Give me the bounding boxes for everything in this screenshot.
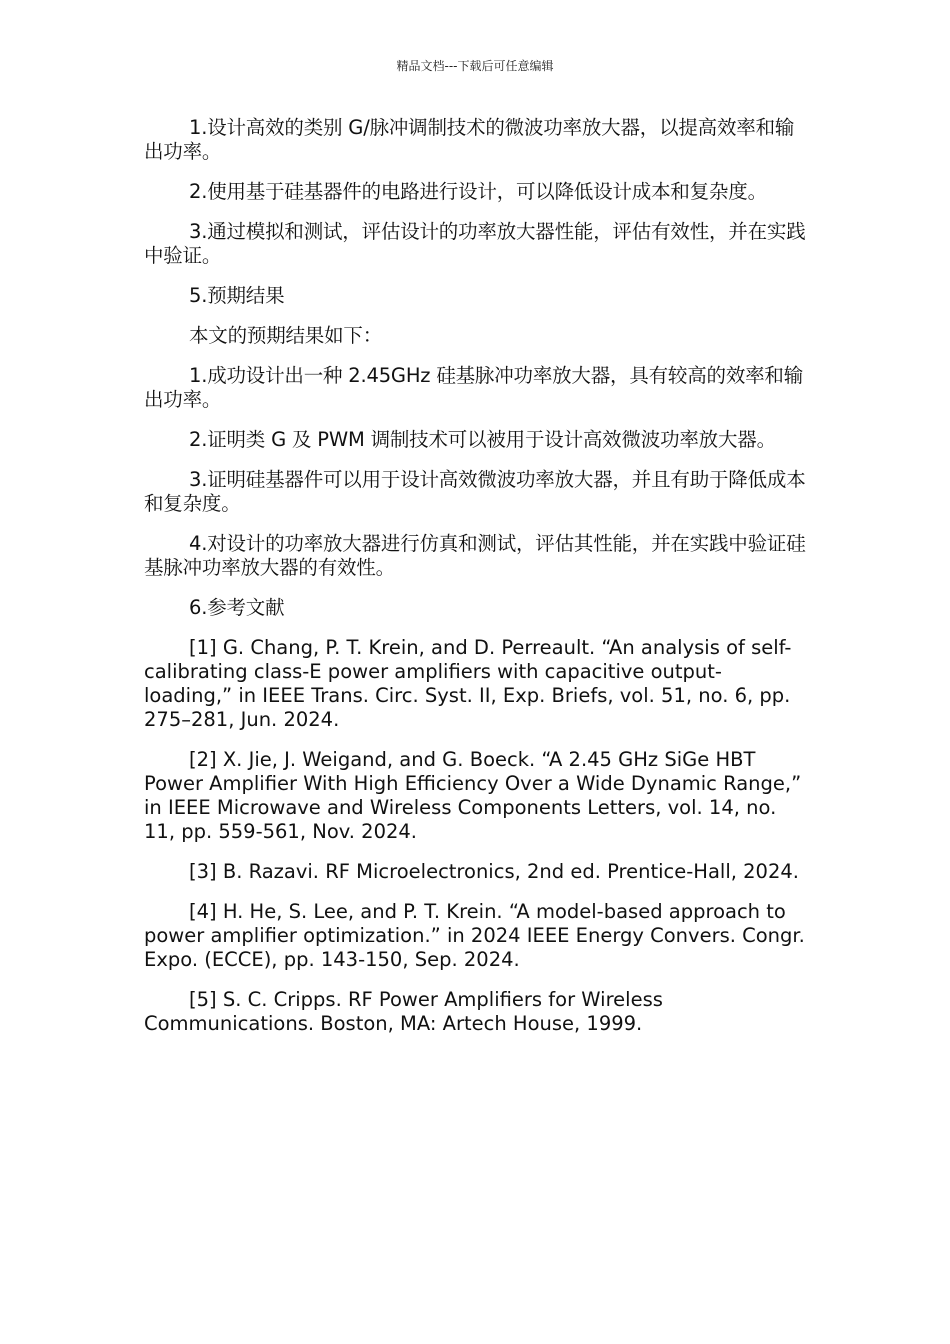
- paragraph-goal-3: 3.通过模拟和测试，评估设计的功率放大器性能，评估有效性，并在实践中验证。: [144, 220, 806, 267]
- reference-item-2: [2] X. Jie, J. Weigand, and G. Boeck. “A 2.45 GHz SiGe HBT Power Amplifier With High Efficiency Over a Wide Dynamic Range,” in IEEE Microwave and Wireless Components Letters, vol. 14, no. 11, pp. 559-561, Nov. 2024.: [144, 748, 802, 843]
- section-heading-references: 6.参考文献: [189, 596, 285, 619]
- paragraph-result-3: 3.证明硅基器件可以用于设计高效微波功率放大器，并且有助于降低成本和复杂度。: [144, 468, 806, 515]
- paragraph-result-4: 4.对设计的功率放大器进行仿真和测试，评估其性能，并在实践中验证硅基脉冲功率放大器的有效性。: [144, 532, 806, 579]
- paragraph-result-2: 2.证明类 G 及 PWM 调制技术可以被用于设计高效微波功率放大器。: [189, 428, 776, 451]
- page-header: 精品文档---下载后可任意编辑: [396, 59, 554, 73]
- reference-item-5: [5] S. C. Cripps. RF Power Amplifiers for Wireless Communications. Boston, MA: Artech House, 1999.: [144, 988, 663, 1035]
- reference-item-1: [1] G. Chang, P. T. Krein, and D. Perreault. “An analysis of self-calibrating class-E power amplifiers with capacitive output-loading,” in IEEE Trans. Circ. Syst. II, Exp. Briefs, vol. 51, no. 6, pp. 275–281, Jun. 2024.: [144, 636, 792, 731]
- reference-item-3: [3] B. Razavi. RF Microelectronics, 2nd ed. Prentice-Hall, 2024.: [189, 860, 799, 883]
- paragraph-goal-2: 2.使用基于硅基器件的电路进行设计，可以降低设计成本和复杂度。: [189, 180, 767, 203]
- paragraph-intro: 本文的预期结果如下：: [189, 324, 383, 347]
- section-heading-expected-results: 5.预期结果: [189, 284, 285, 307]
- reference-item-4: [4] H. He, S. Lee, and P. T. Krein. “A model-based approach to power amplifier optimization.” in 2024 IEEE Energy Convers. Congr. Expo. (ECCE), pp. 143-150, Sep. 2024.: [144, 900, 805, 971]
- paragraph-result-1: 1.成功设计出一种 2.45GHz 硅基脉冲功率放大器，具有较高的效率和输出功率。: [144, 364, 804, 411]
- document-body: [144, 116, 808, 1052]
- paragraph-goal-1: 1.设计高效的类别 G/脉冲调制技术的微波功率放大器，以提高效率和输出功率。: [144, 116, 795, 163]
